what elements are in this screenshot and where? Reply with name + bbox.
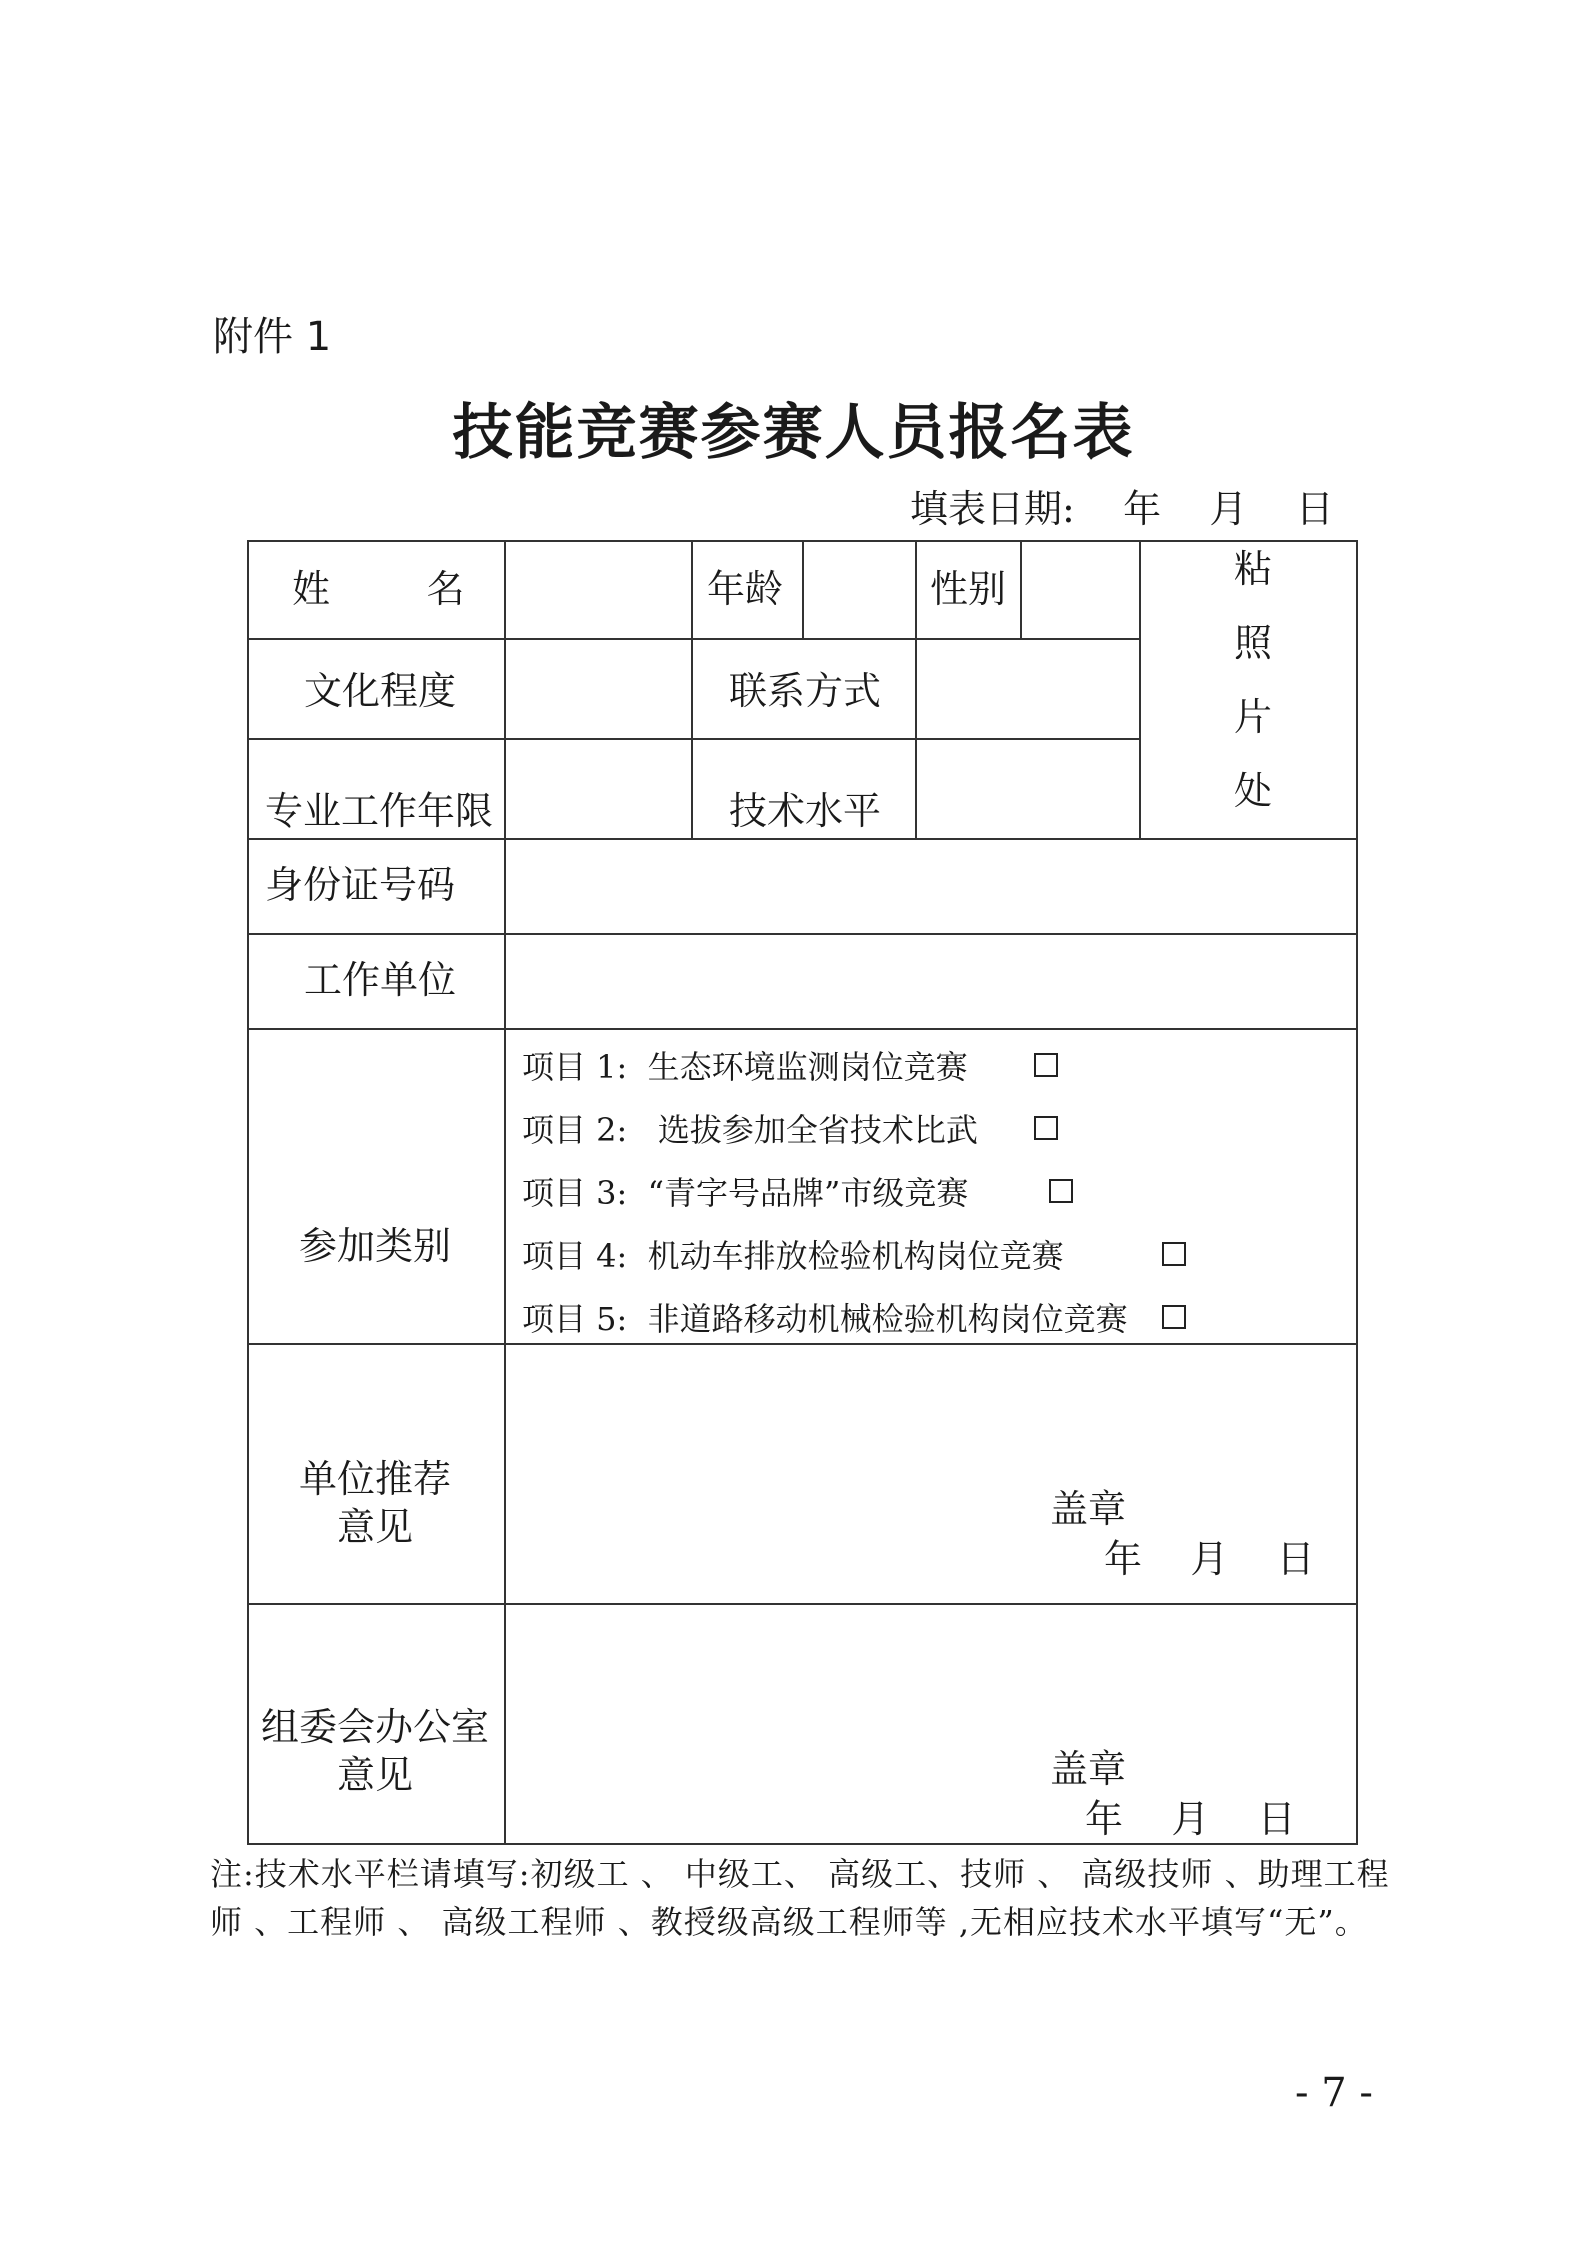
project-3-checkbox[interactable] [1049,1179,1073,1203]
project-label: 项目 2: 选拔参加全省技术比武 [522,1111,978,1149]
label-unit-opinion-2: 意见 [337,1505,414,1549]
tech-level-field[interactable] [916,740,1139,838]
education-field[interactable] [505,640,691,738]
label-contact: 联系方式 [729,669,882,713]
committee-date-label: 年 月 日 [1085,1797,1296,1841]
photo-char: 片 [1234,695,1273,739]
photo-char: 照 [1234,621,1273,665]
photo-char: 处 [1234,769,1273,813]
project-label: 项目 3: “青字号品牌”市级竞赛 [522,1174,969,1212]
fill-date: 填表日期: 年 月 日 [910,487,1334,531]
photo-char: 粘 [1234,547,1273,591]
label-unit-opinion: 单位推荐 [299,1457,452,1501]
label-education: 文化程度 [304,669,457,713]
work-years-field[interactable] [505,740,691,838]
unit-date-label: 年 月 日 [1104,1537,1315,1581]
project-5-checkbox[interactable] [1162,1305,1186,1329]
project-4-checkbox[interactable] [1162,1242,1186,1266]
label-committee-opinion-2: 意见 [337,1753,414,1797]
form-border-right [1356,540,1358,1845]
unit-seal-label: 盖章 [1050,1487,1127,1531]
form-border-bottom [247,1843,1358,1845]
id-number-field[interactable] [505,840,1356,933]
label-work-unit: 工作单位 [304,958,457,1002]
registration-form [247,540,1358,1845]
project-1-checkbox[interactable] [1034,1053,1058,1077]
label-committee-opinion: 组委会办公室 [261,1705,490,1749]
label-age: 年龄 [707,567,784,611]
label-id-number: 身份证号码 [265,863,456,907]
row-line [247,1028,1358,1030]
work-unit-field[interactable] [505,935,1356,1028]
label-gender: 性别 [930,567,1007,611]
attachment-label: 附件 1 [213,314,332,360]
name-field[interactable] [505,540,691,638]
form-border-left [247,540,249,1845]
project-label: 项目 1: 生态环境监测岗位竞赛 [522,1048,968,1086]
project-label: 项目 4: 机动车排放检验机构岗位竞赛 [522,1237,1064,1275]
form-title: 技能竞赛参赛人员报名表 [452,398,1135,468]
footnote: 注:技术水平栏请填写:初级工 、 中级工、 高级工、技师 、 高级技师 、助理工程 师 、工程师 、 高级工程师 、教授级高级工程师等 ,无相应技术水平填写“无”。 [210,1855,1390,1941]
gender-field[interactable] [1021,540,1139,638]
label-category: 参加类别 [299,1224,452,1268]
project-2-checkbox[interactable] [1034,1116,1058,1140]
col-line [691,540,693,838]
label-work-years: 专业工作年限 [265,789,494,833]
age-field[interactable] [803,540,915,638]
committee-seal-label: 盖章 [1050,1747,1127,1791]
label-name: 姓 名 [292,567,465,611]
project-label: 项目 5: 非道路移动机械检验机构岗位竞赛 [522,1300,1128,1338]
photo-area[interactable] [1141,540,1356,838]
label-tech-level: 技术水平 [729,789,882,833]
page-number: - 7 - [1295,2070,1373,2116]
contact-field[interactable] [916,640,1139,738]
